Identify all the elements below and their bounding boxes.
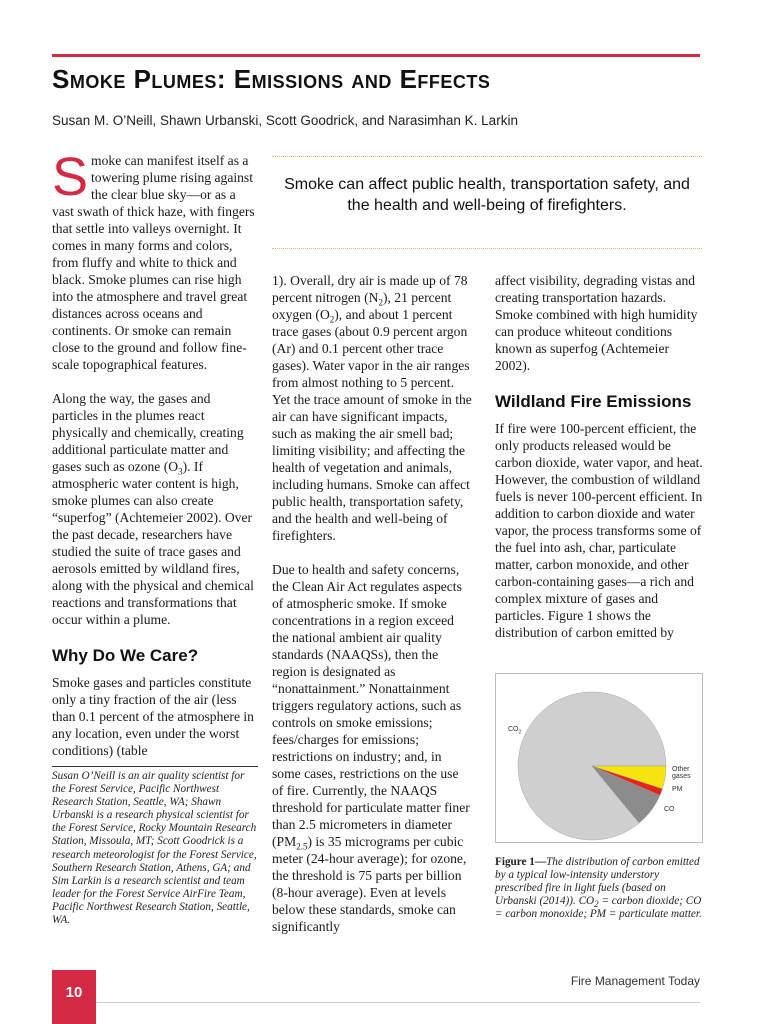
bio-divider (52, 766, 258, 767)
column-3 (495, 272, 703, 658)
label-other-gases: Other gases (672, 766, 691, 780)
pull-quote-rule-top (272, 156, 702, 157)
intro-paragraph (52, 147, 258, 373)
article-authors: Susan M. O’Neill, Shawn Urbanski, Scott Goodrick, and Narasimhan K. Larkin (52, 113, 518, 128)
section-heading-emissions: Wildland Fire Emissions (495, 392, 692, 411)
author-bio: Susan O’Neill is an air quality scientist for the Forest Service, Pacific Northwest Research Station, Seattle, WA; Shawn Urbanski is a research physical scientist for the Forest Service, Rocky Mountain Research Station, Missoula, MT; Scott Goodrick is a research meteorologist for the Forest Service, Southern Research Station, Athens, GA; and Sim Larkin is a research scientist and team leader for the Forest Service AirFire Team, Pacific Northwest Research Station, Seattle, WA. (52, 770, 257, 927)
paragraph: If fire were 100-percent efficient, the only products released would be carbon dioxide, water vapor, and heat. However, the combustion of wildland fuels is never 100-percent efficient. In addition to carbon dioxide and water vapor, the process transforms some of the fuel into ash, char, particulate matter, carbon monoxide, and other carbon-containing gases—a rich and complex mixture of gases and particles. Figure 1 shows the distribution of carbon emitted by (495, 421, 703, 640)
section-heading-why: Why Do We Care? (52, 646, 199, 665)
page-number-box (52, 970, 96, 1024)
paragraph: Along the way, the gases and particles in the plumes react physically and chemically, creating additional particulate matter and gases such as ozone $(O_3)$. If atmospheric water content is high, smoke plumes can also create “superfog” (Achtemeier 2002). Over the past decade, researchers have studied the suite of trace gases and aerosols emitted by wildland fires, along with the physical and chemical reactions and transformations that occur within a plume. (52, 391, 254, 627)
figure-1 (495, 673, 703, 843)
paragraph: Smoke gases and particles constitute only a tiny fraction of the air (less than 0.1 percent of the atmosphere in any location, even under the worst conditions) (table (52, 675, 254, 758)
paragraph: 1). Overall, dry air is made up of 78 percent nitrogen $(N_2)$, 21 percent oxygen $(O_2)$, and about 1 percent trace gases (about 0.9 percent argon (Ar) and 0.1 percent other trace gases). Water vapor in the air ranges from almost nothing to 5 percent. Yet the trace amount of smoke in the air can have significant impacts, such as making the air smell bad; limiting visibility; and affecting the health of vegetation and animals, including humans. Smoke can affect public health, transportation safety, and the health and well-being of firefighters. (272, 273, 472, 543)
footer-rule (96, 1002, 700, 1003)
header-rule (52, 54, 700, 57)
paragraph: Due to health and safety concerns, the Clean Air Act regulates aspects of atmospheric smoke. If smoke concentrations in a region exceed the national ambient air quality standards (NAAQSs), then the region is designated as “nonattainment.” Nonattainment triggers regulatory actions, such as controls on smoke emissions; fees/charges for emissions; restrictions on industry; and, in some cases, restrictions on the use of fire. Currently, the NAAQS threshold for particulate matter finer than 2.5 micrometers in diameter $(PM_{2.5})$ is 35 micrograms per cubic meter (24-hour average); for ozone, the threshold is 75 parts per billion (8-hour average). Even at levels below these standards, smoke can significantly (272, 562, 470, 934)
figure-caption: Figure 1—The distribution of carbon emitted by a typical low-intensity understory prescribed fire in light fuels (based on Urbanski (2014)). $CO_2$ = carbon dioxide; CO = carbon monoxide; PM = particulate matter. (495, 856, 702, 920)
journal-name: Fire Management Today (570, 974, 700, 988)
paragraph: affect visibility, degrading vistas and creating transportation hazards. Smoke combined with high humidity can produce whiteout conditions known as superfog (Achtemeier 2002). (495, 273, 698, 373)
label-co: CO (664, 806, 675, 813)
intro-text: moke can manifest itself as a towering plume rising against the clear blue sky—or as a vast swath of thick haze, with fingers that settle into valleys overnight. It comes in many forms and colors, from fluffy and white to thick and black. Smoke plumes can rise high into the atmosphere and travel great distances across oceans and continents. Or smoke can remain close to the ground and follow fine-scale topographical features. (52, 153, 255, 372)
article-title: Smoke Plumes: Emissions and Effects (52, 64, 491, 94)
label-pm: PM (672, 786, 683, 793)
pie-chart (496, 674, 702, 842)
page-number: 10 (65, 984, 83, 1001)
column-2 (272, 272, 472, 952)
pull-quote-text: Smoke can affect public health, transportation safety, and the health and well-being of firefighters. (284, 176, 690, 214)
pull-quote (272, 156, 702, 252)
column-1 (52, 147, 258, 776)
drop-cap: S (52, 147, 89, 207)
pull-quote-rule-bottom (272, 248, 702, 249)
label-co2: $CO_2$ (508, 726, 522, 736)
